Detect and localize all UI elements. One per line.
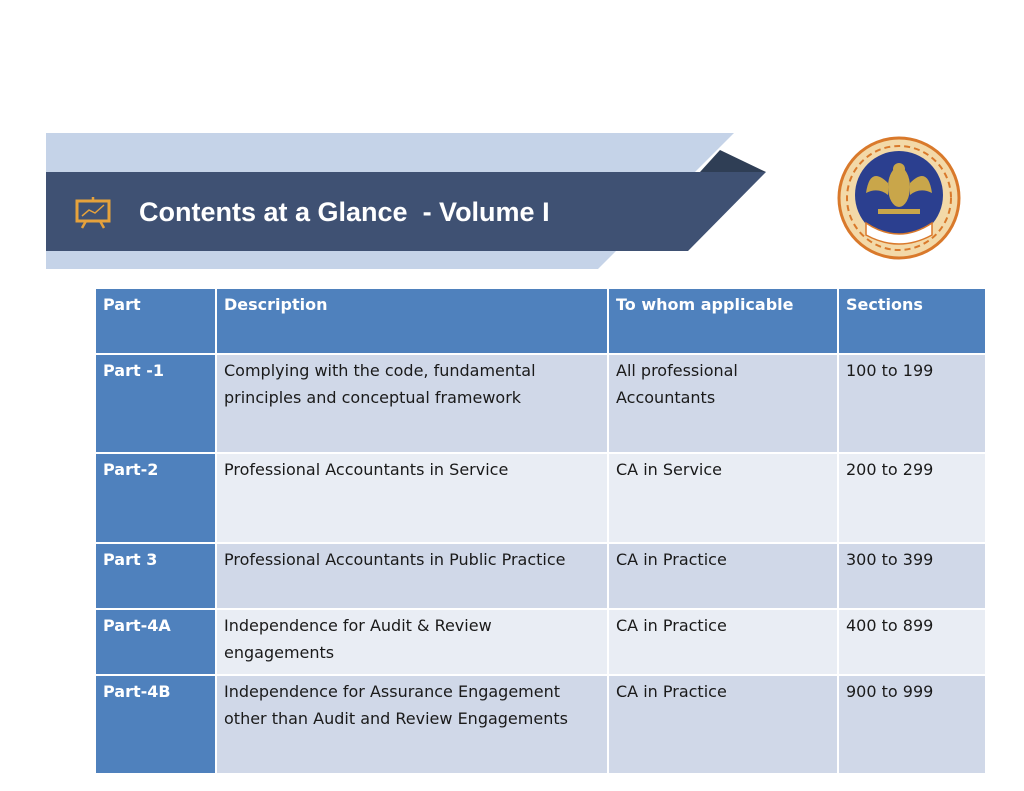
sections-cell: 300 to 399 xyxy=(838,543,986,609)
sections-cell: 200 to 299 xyxy=(838,453,986,543)
table-row xyxy=(95,543,986,609)
applicable-cell: All professional Accountants xyxy=(608,354,838,453)
applicable-cell: CA in Practice xyxy=(608,609,838,675)
contents-table xyxy=(94,287,987,775)
applicable-cell: CA in Practice xyxy=(608,675,838,774)
part-cell: Part 3 xyxy=(95,543,216,609)
description-cell: Independence for Audit & Review engagements xyxy=(216,609,608,675)
description-cell: Complying with the code, fundamental principles and conceptual framework xyxy=(216,354,608,453)
part-cell: Part -1 xyxy=(95,354,216,453)
header-sections: Sections xyxy=(838,288,986,354)
header-applicable: To whom applicable xyxy=(608,288,838,354)
sections-cell: 100 to 199 xyxy=(838,354,986,453)
part-cell: Part-4A xyxy=(95,609,216,675)
description-cell: Professional Accountants in Public Practice xyxy=(216,543,608,609)
table-row xyxy=(95,453,986,543)
table-row xyxy=(95,354,986,453)
applicable-cell: CA in Practice xyxy=(608,543,838,609)
presentation-board-icon xyxy=(74,196,114,230)
description-cell: Professional Accountants in Service xyxy=(216,453,608,543)
header-description: Description xyxy=(216,288,608,354)
institute-emblem-logo xyxy=(836,135,962,261)
sections-cell: 400 to 899 xyxy=(838,609,986,675)
table-row xyxy=(95,675,986,774)
applicable-cell: CA in Service xyxy=(608,453,838,543)
sections-cell: 900 to 999 xyxy=(838,675,986,774)
part-cell: Part-2 xyxy=(95,453,216,543)
header-part: Part xyxy=(95,288,216,354)
table-header-row xyxy=(95,288,986,354)
description-cell: Independence for Assurance Engagement other than Audit and Review Engagements xyxy=(216,675,608,774)
part-cell: Part-4B xyxy=(95,675,216,774)
table-row xyxy=(95,609,986,675)
slide-title: Contents at a Glance - Volume I xyxy=(139,197,550,227)
